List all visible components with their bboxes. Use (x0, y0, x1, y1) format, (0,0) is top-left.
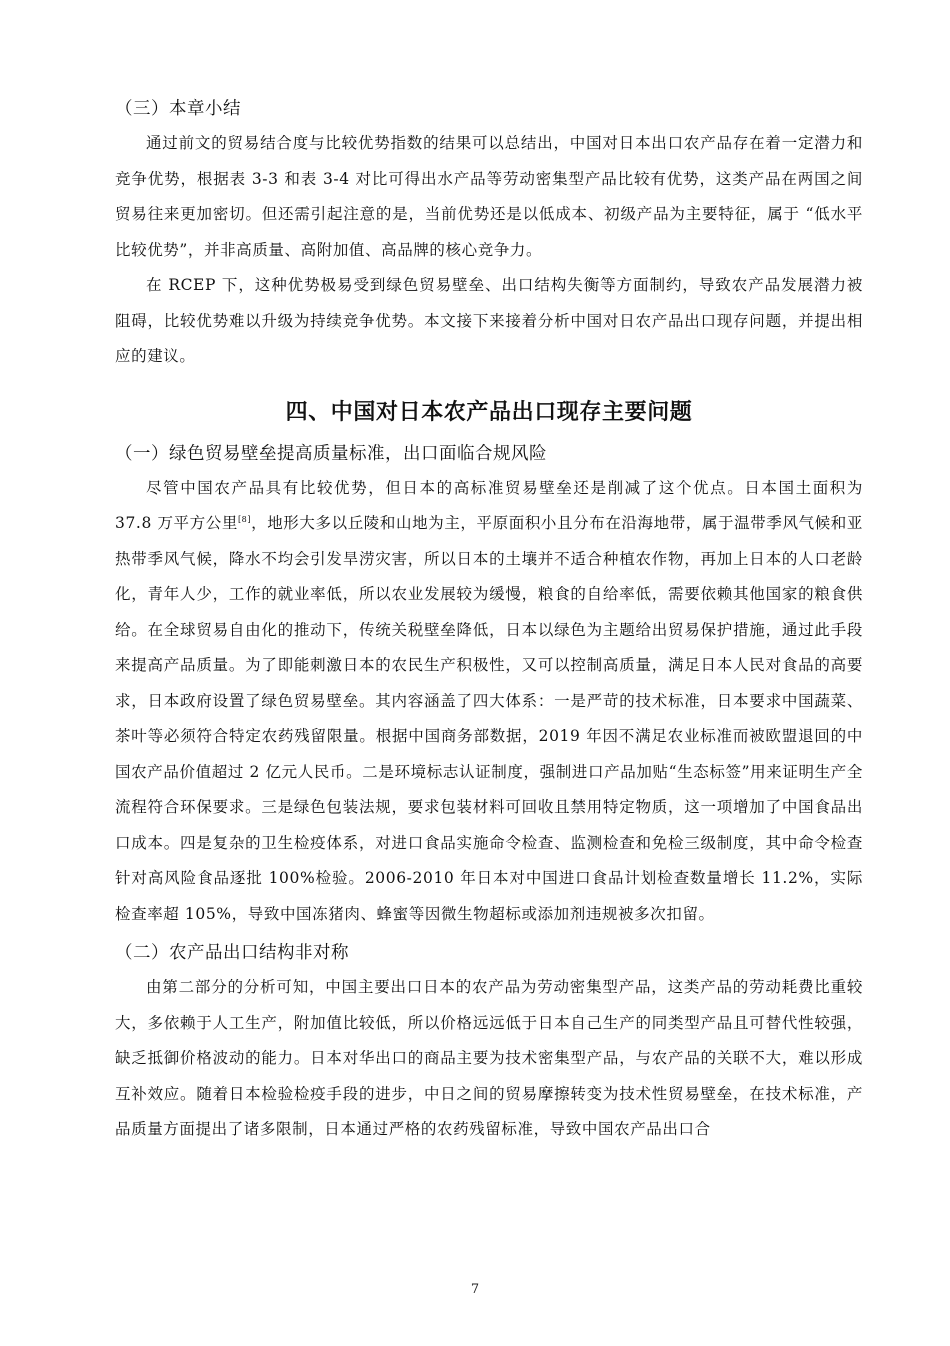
section-heading-export-structure: （二）农产品出口结构非对称 (115, 943, 349, 963)
green-barrier-paragraph (115, 471, 863, 933)
page-content (115, 92, 863, 1148)
export-structure-paragraph: 由第二部分的分析可知，中国主要出口日本的农产品为劳动密集型产品，这类产品的劳动耗费比重较大，多依赖于人工生产，附加值比较低，所以价格远远低于日本自己生产的同类型产品且可替代性较强，缺乏抵御价格波动的能力。日本对华出口的商品主要为技术密集型产品，与农产品的关联不大，难以形成互补效应。随着日本检验检疫手段的进步，中日之间的贸易摩擦转变为技术性贸易壁垒，在技术标准，产品质量方面提出了诸多限制，日本通过严格的农药残留标准，导致中国农产品出口合 (115, 978, 863, 1138)
summary-paragraph-2: 在 RCEP 下，这种优势极易受到绿色贸易壁垒、出口结构失衡等方面制约，导致农产品发展潜力被阻碍，比较优势难以升级为持续竞争优势。本文接下来接着分析中国对日农产品出口现存问题，并提出相应的建议。 (115, 276, 863, 365)
green-barrier-text-part1: 尽管中国农产品具有比较优势，但日本的高标准贸易壁垒还是削减了这个优点。日本国土面积为 37.8 万平方公里 (115, 478, 863, 532)
page-number: 7 (470, 1282, 480, 1297)
section-heading-summary: （三）本章小结 (115, 99, 241, 119)
summary-paragraph-1: 通过前文的贸易结合度与比较优势指数的结果可以总结出，中国对日本出口农产品存在着一定潜力和竞争优势，根据表 3-3 和表 3-4 对比可得出水产品等劳动密集型产品比较有优势，这类产品在两国之间贸易往来更加密切。但还需引起注意的是，当前优势还是以低成本、初级产品为主要特征，属于 “低水平比较优势”，并非高质量、高附加值、高品牌的核心竞争力。 (115, 134, 863, 259)
citation-ref[interactable]: [8] (237, 514, 252, 524)
chapter-title: 四、中国对日本农产品出口现存主要问题 (285, 399, 693, 425)
section-heading-green-barrier: （一）绿色贸易壁垒提高质量标准，出口面临合规风险 (115, 443, 547, 464)
green-barrier-text-part2: ，地形大多以丘陵和山地为主，平原面积小且分布在沿海地带，属于温带季风气候和亚热带季风气候，降水不均会引发旱涝灾害，所以日本的土壤并不适合种植农作物，再加上日本的人口老龄化，青年人少，工作的就业率低，所以农业发展较为缓慢，粮食的自给率低，需要依赖其他国家的粮食供给。在全球贸易自由化的推动下，传统关税壁垒降低，日本以绿色为主题给出贸易保护措施，通过此手段来提高产品质量。为了即能刺激日本的农民生产积极性，又可以控制高质量，满足日本人民对食品的高要求，日本政府设置了绿色贸易壁垒。其内容涵盖了四大体系：一是严苛的技术标准，日本要求中国蔬菜、茶叶等必须符合特定农药残留限量。根据中国商务部数据，2019 年因不满足农业标准而被欧盟退回的中国农产品价值超过 2 亿元人民币。二是环境标志认证制度，强制进口产品加贴“生态标签”用来证明生产全流程符合环保要求。三是绿色包装法规，要求包装材料可回收且禁用特定物质，这一项增加了中国食品出口成本。四是复杂的卫生检疫体系，对进口食品实施命令检查、监测检查和免检三级制度，其中命令检查针对高风险食品逐批 100%检验。2006-2010 年日本对中国进口食品计划检查数量增长 11.2%，实际检查率超 105%，导致中国冻猪肉、蜂蜜等因微生物超标或添加剂违规被多次扣留。 (115, 514, 863, 923)
